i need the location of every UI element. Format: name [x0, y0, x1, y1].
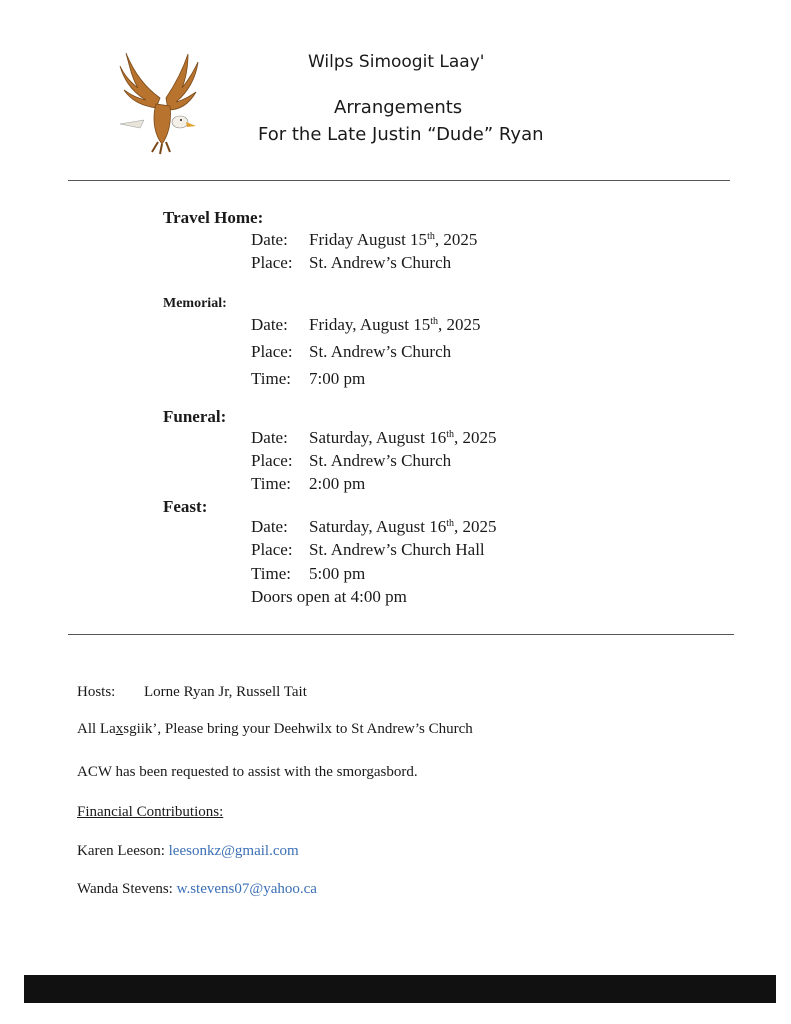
feast-heading: Feast:	[163, 497, 208, 516]
travel-heading: Travel Home:	[163, 208, 264, 227]
time-value: 7:00 pm	[309, 369, 366, 388]
place-value: St. Andrew’s Church	[309, 342, 452, 361]
page-subtitle: For the Late Justin “Dude” Ryan	[258, 124, 544, 145]
date-value: Saturday, August 16	[309, 428, 447, 447]
date-label: Date:	[251, 230, 288, 249]
place-label: Place:	[251, 451, 293, 470]
contact-name: Wanda Stevens:	[77, 881, 173, 897]
acw-line: ACW has been requested to assist with the smorgasbord.	[77, 764, 418, 780]
top-divider	[68, 180, 730, 181]
time-value: 5:00 pm	[309, 564, 366, 583]
time-value: 2:00 pm	[309, 474, 366, 493]
feast-time	[251, 564, 365, 584]
place-value: St. Andrew’s Church	[309, 451, 452, 470]
travel-date	[251, 230, 477, 250]
date-year: , 2025	[438, 315, 481, 334]
feast-place	[251, 540, 485, 560]
laxsgiik-text-pre: All La	[77, 721, 116, 737]
place-label: Place:	[251, 253, 293, 272]
org-name: Wilps Simoogit Laay'	[308, 52, 485, 72]
date-label: Date:	[251, 517, 288, 536]
time-label: Time:	[251, 564, 292, 583]
time-label: Time:	[251, 369, 292, 388]
date-sup: th	[430, 316, 438, 327]
funeral-date	[251, 428, 497, 448]
date-year: , 2025	[454, 517, 497, 536]
memorial-date	[251, 315, 481, 335]
funeral-heading: Funeral:	[163, 407, 227, 426]
contact-name: Karen Leeson:	[77, 843, 165, 859]
hosts-names: Lorne Ryan Jr, Russell Tait	[144, 684, 307, 700]
place-label: Place:	[251, 540, 293, 559]
date-value: Saturday, August 16	[309, 517, 447, 536]
hosts-label: Hosts:	[77, 684, 116, 700]
travel-place	[251, 253, 451, 273]
memorial-time	[251, 369, 365, 389]
hosts-line	[77, 684, 307, 701]
date-sup: th	[446, 518, 455, 529]
date-sup: th	[446, 429, 455, 440]
email-link[interactable]: w.stevens07@yahoo.ca	[176, 881, 317, 897]
memorial-heading: Memorial:	[163, 296, 227, 311]
time-label: Time:	[251, 474, 292, 493]
page-title: Arrangements	[334, 97, 463, 118]
laxsgiik-text-x: x	[115, 721, 124, 737]
financial-heading: Financial Contributions:	[77, 804, 224, 820]
memorial-place	[251, 342, 451, 362]
laxsgiik-text-post: sgiik’, Please bring your Deehwilx to St Andrew’s Church	[123, 721, 473, 737]
date-label: Date:	[251, 315, 288, 334]
date-value: Friday, August 15	[309, 315, 431, 334]
date-label: Date:	[251, 428, 288, 447]
contact-karen	[77, 843, 299, 860]
bottom-divider	[68, 634, 734, 635]
laxsgiik-line	[77, 721, 473, 738]
date-sup: th	[427, 231, 435, 242]
email-link[interactable]: leesonkz@gmail.com	[168, 843, 299, 859]
place-label: Place:	[251, 342, 293, 361]
place-value: St. Andrew’s Church Hall	[309, 540, 485, 559]
feast-date	[251, 517, 497, 537]
date-year: , 2025	[454, 428, 497, 447]
date-value: Friday August 15	[309, 230, 428, 249]
contact-wanda	[77, 881, 317, 898]
eagle-icon	[116, 48, 206, 158]
funeral-time	[251, 474, 365, 494]
funeral-place	[251, 451, 451, 471]
bottom-bar	[24, 975, 776, 1003]
place-value: St. Andrew’s Church	[309, 253, 452, 272]
feast-doors: Doors open at 4:00 pm	[251, 587, 407, 606]
date-year: , 2025	[434, 230, 478, 249]
